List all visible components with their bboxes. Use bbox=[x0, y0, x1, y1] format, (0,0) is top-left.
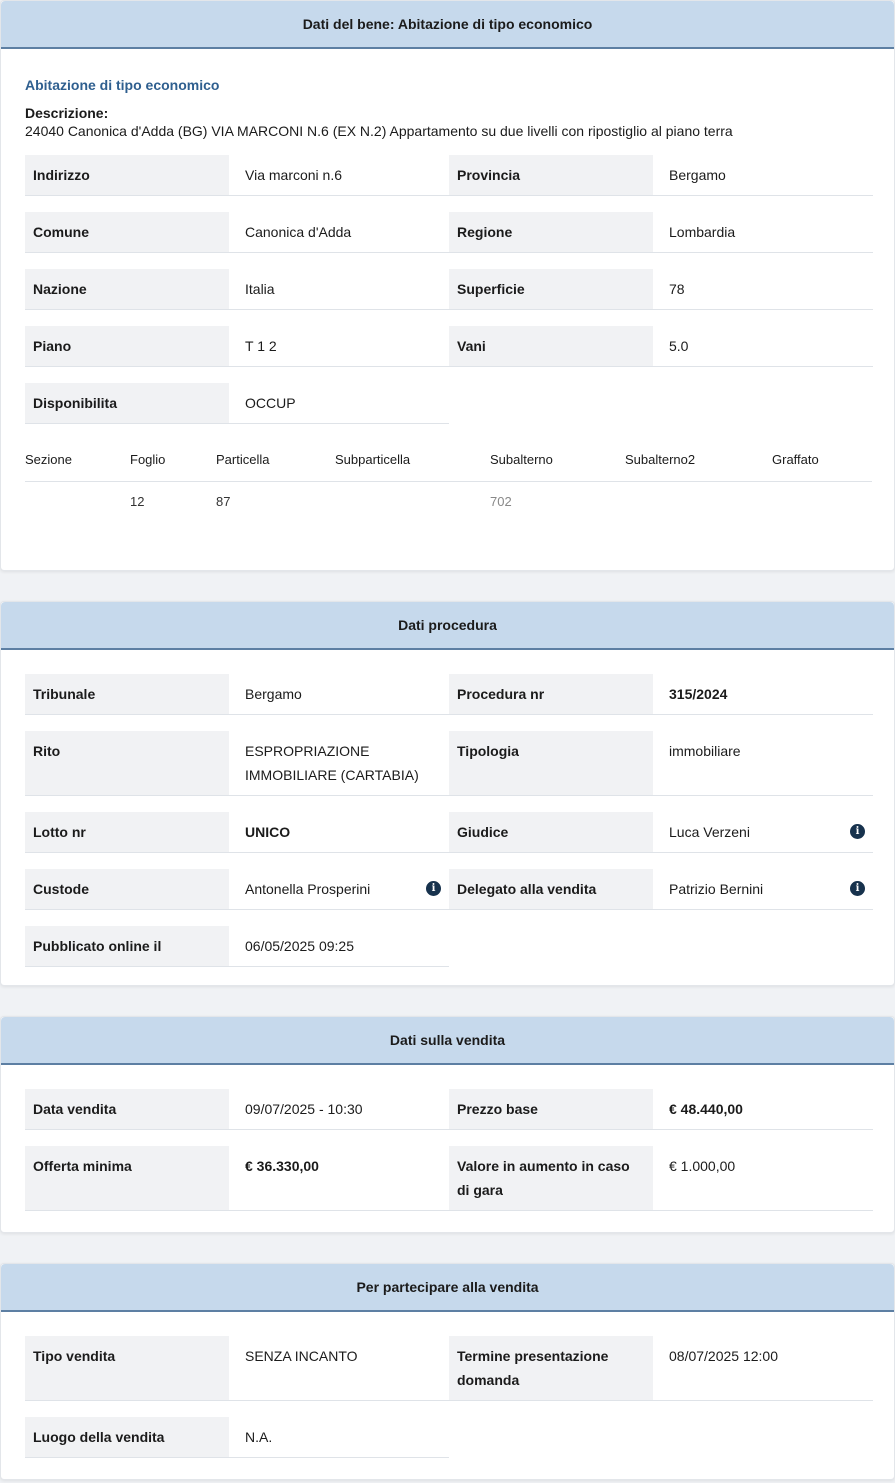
data-vendita-label: Data vendita bbox=[25, 1089, 229, 1130]
catasto-subparticella bbox=[335, 482, 490, 524]
partecipare-header: Per partecipare alla vendita bbox=[1, 1264, 894, 1312]
luogo-value: N.A. bbox=[229, 1417, 449, 1458]
termine-value: 08/07/2025 12:00 bbox=[653, 1336, 873, 1401]
rito-value: ESPROPRIAZIONE IMMOBILIARE (CARTABIA) bbox=[229, 731, 449, 796]
indirizzo-label: Indirizzo bbox=[25, 155, 229, 196]
regione-value: Lombardia bbox=[653, 212, 873, 253]
valore-aumento-value: € 1.000,00 bbox=[653, 1146, 873, 1211]
bene-subtitle: Abitazione di tipo economico bbox=[25, 77, 220, 93]
prezzo-base-value: € 48.440,00 bbox=[653, 1089, 873, 1130]
comune-value: Canonica d'Adda bbox=[229, 212, 449, 253]
nazione-label: Nazione bbox=[25, 269, 229, 310]
procedura-header: Dati procedura bbox=[1, 602, 894, 650]
valore-aumento-label: Valore in aumento in caso di gara bbox=[449, 1146, 653, 1211]
catasto-graffato bbox=[772, 482, 872, 524]
tribunale-value: Bergamo bbox=[229, 674, 449, 715]
nazione-value: Italia bbox=[229, 269, 449, 310]
indirizzo-value: Via marconi n.6 bbox=[229, 155, 449, 196]
tipo-vendita-label: Tipo vendita bbox=[25, 1336, 229, 1401]
catasto-foglio: 12 bbox=[130, 494, 145, 509]
info-icon[interactable]: i bbox=[850, 881, 865, 896]
catasto-col-subalterno: Subalterno bbox=[490, 440, 625, 482]
provincia-value: Bergamo bbox=[653, 155, 873, 196]
lotto-value: UNICO bbox=[229, 812, 449, 853]
superficie-label: Superficie bbox=[449, 269, 653, 310]
offerta-minima-value: € 36.330,00 bbox=[229, 1146, 449, 1211]
piano-label: Piano bbox=[25, 326, 229, 367]
offerta-minima-label: Offerta minima bbox=[25, 1146, 229, 1211]
pubblicato-label: Pubblicato online il bbox=[25, 926, 229, 967]
bene-header: Dati del bene: Abitazione di tipo economico bbox=[1, 1, 894, 49]
procedura-fields-grid bbox=[25, 674, 870, 983]
partecipare-fields-grid bbox=[25, 1336, 870, 1474]
catasto-particella: 87 bbox=[216, 494, 231, 509]
comune-label: Comune bbox=[25, 212, 229, 253]
catasto-subalterno2 bbox=[625, 482, 772, 524]
catasto-sezione bbox=[25, 482, 130, 524]
tribunale-label: Tribunale bbox=[25, 674, 229, 715]
vani-value: 5.0 bbox=[653, 326, 873, 367]
bene-fields-grid bbox=[25, 155, 870, 440]
procedura-card bbox=[0, 601, 895, 986]
piano-value: T 1 2 bbox=[229, 326, 449, 367]
giudice-label: Giudice bbox=[449, 812, 653, 853]
luogo-label: Luogo della vendita bbox=[25, 1417, 229, 1458]
disponibilita-label: Disponibilita bbox=[25, 383, 229, 424]
catasto-col-foglio: Foglio bbox=[130, 440, 216, 482]
vani-label: Vani bbox=[449, 326, 653, 367]
termine-label: Termine presentazione domanda bbox=[449, 1336, 653, 1401]
data-vendita-value: 09/07/2025 - 10:30 bbox=[229, 1089, 449, 1130]
catasto-col-graffato: Graffato bbox=[772, 440, 872, 482]
delegato-value: Patrizio Bernini i bbox=[653, 869, 873, 910]
custode-value: Antonella Prosperini i bbox=[229, 869, 449, 910]
giudice-value: Luca Verzeni i bbox=[653, 812, 873, 853]
superficie-value: 78 bbox=[653, 269, 873, 310]
catasto-subalterno: 702 bbox=[490, 494, 512, 509]
descrizione-label: Descrizione: bbox=[25, 105, 109, 121]
provincia-label: Provincia bbox=[449, 155, 653, 196]
tipologia-label: Tipologia bbox=[449, 731, 653, 796]
tipo-vendita-value: SENZA INCANTO bbox=[229, 1336, 449, 1401]
procedura-nr-label: Procedura nr bbox=[449, 674, 653, 715]
vendita-fields-grid bbox=[25, 1089, 870, 1227]
delegato-label: Delegato alla vendita bbox=[449, 869, 653, 910]
pubblicato-value: 06/05/2025 09:25 bbox=[229, 926, 449, 967]
lotto-label: Lotto nr bbox=[25, 812, 229, 853]
info-icon[interactable]: i bbox=[426, 881, 441, 896]
regione-label: Regione bbox=[449, 212, 653, 253]
partecipare-card bbox=[0, 1263, 895, 1480]
rito-label: Rito bbox=[25, 731, 229, 796]
vendita-card bbox=[0, 1016, 895, 1233]
catasto-col-subparticella: Subparticella bbox=[335, 440, 490, 482]
disponibilita-value: OCCUP bbox=[229, 383, 449, 424]
catasto-col-subalterno2: Subalterno2 bbox=[625, 440, 772, 482]
descrizione-text: 24040 Canonica d'Adda (BG) VIA MARCONI N.6 (EX N.2) Appartamento su due livelli con ripostiglio al piano terra bbox=[25, 123, 733, 139]
catasto-table bbox=[25, 440, 872, 523]
bene-card bbox=[0, 0, 895, 571]
catasto-col-particella: Particella bbox=[216, 440, 335, 482]
procedura-nr-value: 315/2024 bbox=[653, 674, 873, 715]
tipologia-value: immobiliare bbox=[653, 731, 873, 796]
catasto-col-sezione: Sezione bbox=[25, 440, 130, 482]
vendita-header: Dati sulla vendita bbox=[1, 1017, 894, 1065]
custode-label: Custode bbox=[25, 869, 229, 910]
info-icon[interactable]: i bbox=[850, 824, 865, 839]
table-row bbox=[25, 482, 872, 524]
prezzo-base-label: Prezzo base bbox=[449, 1089, 653, 1130]
catasto-header-row bbox=[25, 440, 872, 482]
